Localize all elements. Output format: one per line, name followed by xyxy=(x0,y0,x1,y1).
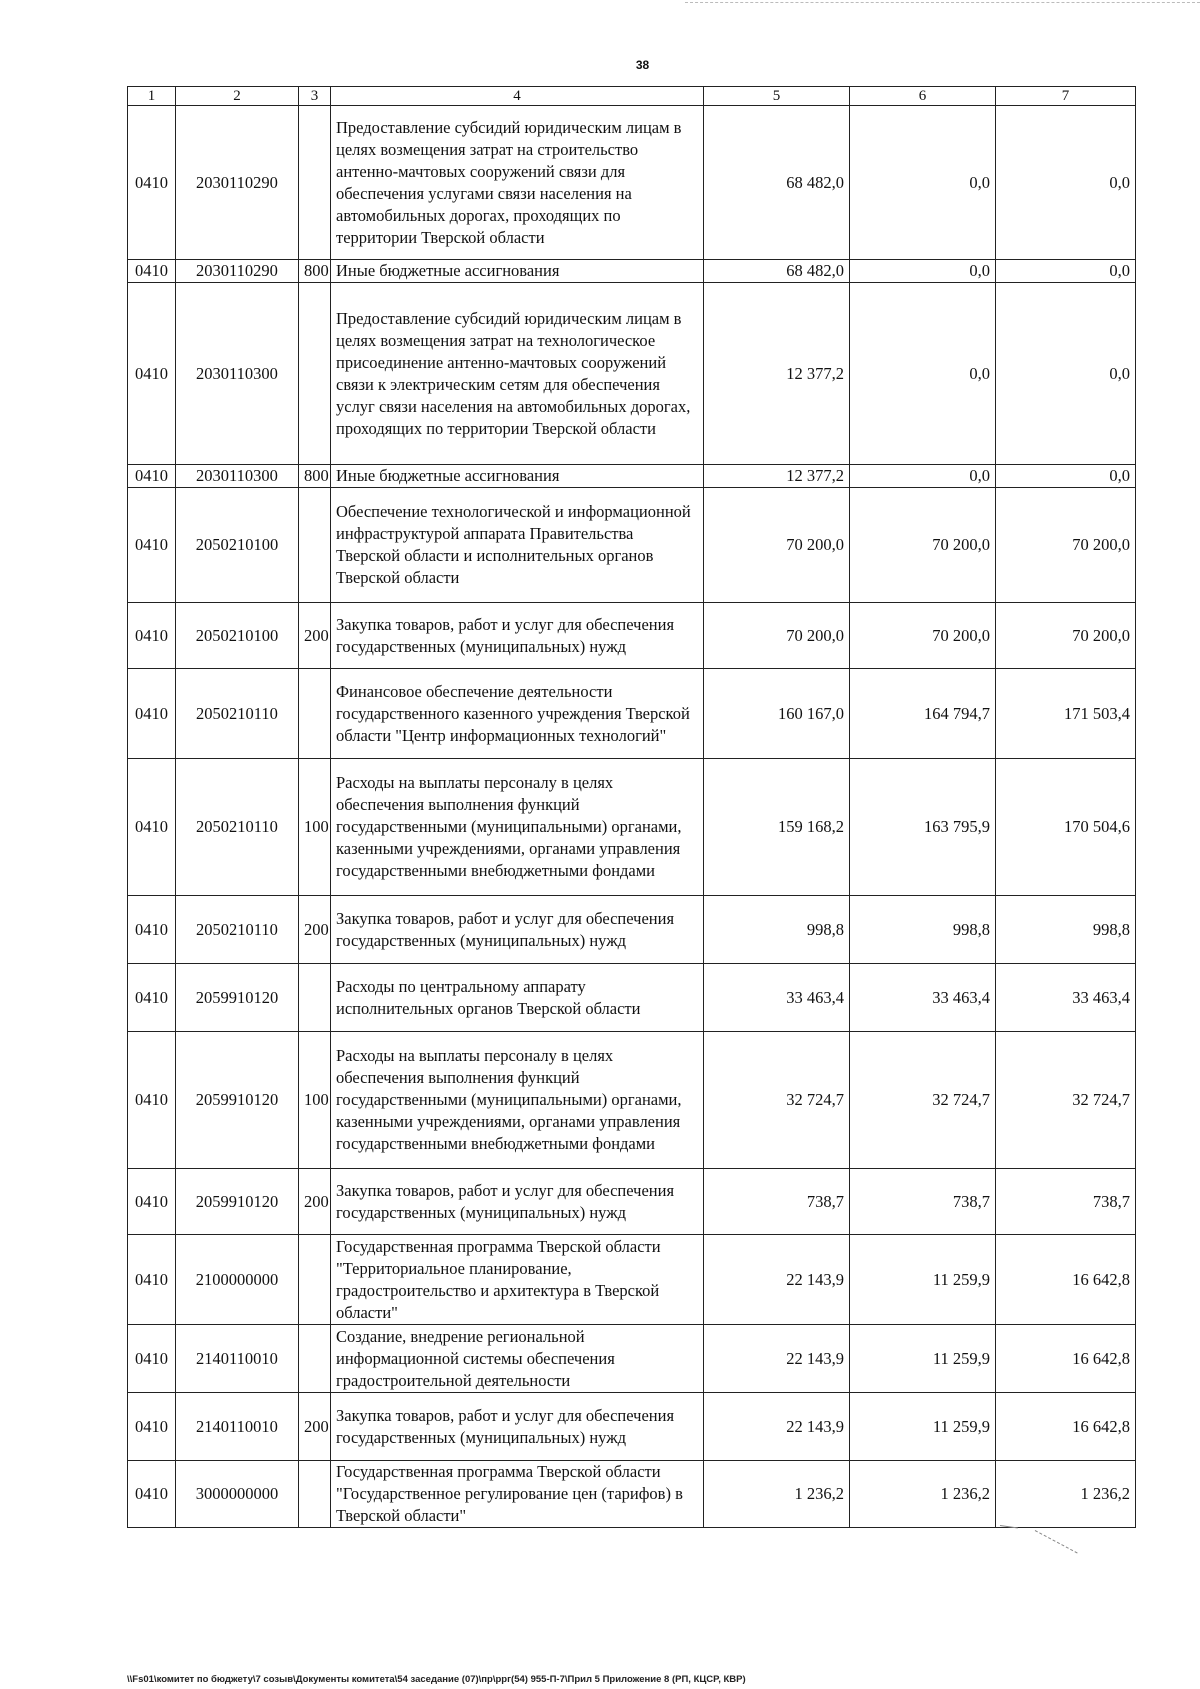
table-row xyxy=(128,488,1136,603)
amount-year-1: 159 168,2 xyxy=(704,759,850,896)
expense-type-code xyxy=(299,1461,331,1528)
expense-type-code: 800 xyxy=(299,465,331,488)
amount-year-3: 70 200,0 xyxy=(996,603,1136,669)
section-code: 0410 xyxy=(128,106,176,260)
column-header: 7 xyxy=(996,87,1136,106)
amount-year-1: 12 377,2 xyxy=(704,465,850,488)
table-row xyxy=(128,465,1136,488)
amount-year-3: 16 642,8 xyxy=(996,1325,1136,1393)
section-code: 0410 xyxy=(128,1325,176,1393)
amount-year-1: 22 143,9 xyxy=(704,1235,850,1325)
item-description: Государственная программа Тверской области "Территориальное планирование, градостроительство и архитектура в Тверской области" xyxy=(331,1235,704,1325)
amount-year-2: 11 259,9 xyxy=(850,1325,996,1393)
column-header: 1 xyxy=(128,87,176,106)
amount-year-2: 70 200,0 xyxy=(850,603,996,669)
expense-type-code xyxy=(299,669,331,759)
amount-year-2: 0,0 xyxy=(850,283,996,465)
amount-year-1: 998,8 xyxy=(704,896,850,964)
amount-year-1: 33 463,4 xyxy=(704,964,850,1032)
amount-year-1: 70 200,0 xyxy=(704,488,850,603)
amount-year-2: 11 259,9 xyxy=(850,1235,996,1325)
target-article-code: 2059910120 xyxy=(176,1032,299,1169)
amount-year-3: 33 463,4 xyxy=(996,964,1136,1032)
section-code: 0410 xyxy=(128,465,176,488)
table-row xyxy=(128,896,1136,964)
amount-year-1: 738,7 xyxy=(704,1169,850,1235)
table-row xyxy=(128,603,1136,669)
column-header: 5 xyxy=(704,87,850,106)
amount-year-1: 12 377,2 xyxy=(704,283,850,465)
target-article-code: 2140110010 xyxy=(176,1393,299,1461)
scan-artifact-mark xyxy=(1035,1530,1078,1553)
item-description: Финансовое обеспечение деятельности государственного казенного учреждения Тверской области "Центр информационных технологий" xyxy=(331,669,704,759)
column-number-row xyxy=(128,87,1136,106)
footer-file-path: \\Fs01\комитет по бюджету\7 созыв\Документы комитета\54 заседание (07)\пр\ррг(54) 955-П-7\Прил 5 Приложение 8 (РП, КЦСР, КВР) xyxy=(127,1674,746,1685)
section-code: 0410 xyxy=(128,759,176,896)
amount-year-3: 16 642,8 xyxy=(996,1235,1136,1325)
item-description: Расходы на выплаты персоналу в целях обеспечения выполнения функций государственными (муниципальными) органами, казенными учреждениями, органами управления государственными внебюджетными фондами xyxy=(331,1032,704,1169)
table-row xyxy=(128,106,1136,260)
target-article-code: 2059910120 xyxy=(176,1169,299,1235)
amount-year-2: 32 724,7 xyxy=(850,1032,996,1169)
amount-year-1: 22 143,9 xyxy=(704,1393,850,1461)
expense-type-code: 200 xyxy=(299,1169,331,1235)
expense-type-code: 100 xyxy=(299,1032,331,1169)
amount-year-3: 70 200,0 xyxy=(996,488,1136,603)
amount-year-2: 164 794,7 xyxy=(850,669,996,759)
section-code: 0410 xyxy=(128,669,176,759)
amount-year-1: 1 236,2 xyxy=(704,1461,850,1528)
amount-year-1: 160 167,0 xyxy=(704,669,850,759)
page-number: 38 xyxy=(635,58,650,72)
item-description: Иные бюджетные ассигнования xyxy=(331,260,704,283)
target-article-code: 3000000000 xyxy=(176,1461,299,1528)
amount-year-3: 32 724,7 xyxy=(996,1032,1136,1169)
amount-year-3: 738,7 xyxy=(996,1169,1136,1235)
expense-type-code: 200 xyxy=(299,1393,331,1461)
item-description: Предоставление субсидий юридическим лицам в целях возмещения затрат на технологическое присоединение антенно-мачтовых сооружений связи к электрическим сетям для обеспечения услуг связи населения на автомобильных дорогах, проходящих по территории Тверской области xyxy=(331,283,704,465)
amount-year-3: 998,8 xyxy=(996,896,1136,964)
target-article-code: 2050210100 xyxy=(176,488,299,603)
target-article-code: 2030110290 xyxy=(176,106,299,260)
item-description: Закупка товаров, работ и услуг для обеспечения государственных (муниципальных) нужд xyxy=(331,896,704,964)
section-code: 0410 xyxy=(128,1169,176,1235)
section-code: 0410 xyxy=(128,964,176,1032)
table-row xyxy=(128,283,1136,465)
amount-year-3: 171 503,4 xyxy=(996,669,1136,759)
target-article-code: 2050210100 xyxy=(176,603,299,669)
table-row xyxy=(128,964,1136,1032)
table-row xyxy=(128,260,1136,283)
amount-year-2: 70 200,0 xyxy=(850,488,996,603)
amount-year-1: 68 482,0 xyxy=(704,106,850,260)
table-row xyxy=(128,1032,1136,1169)
table-row xyxy=(128,1169,1136,1235)
section-code: 0410 xyxy=(128,1235,176,1325)
item-description: Государственная программа Тверской области "Государственное регулирование цен (тарифов) в Тверской области" xyxy=(331,1461,704,1528)
amount-year-1: 70 200,0 xyxy=(704,603,850,669)
expense-type-code: 100 xyxy=(299,759,331,896)
table-row xyxy=(128,1461,1136,1528)
expense-type-code xyxy=(299,1235,331,1325)
item-description: Расходы по центральному аппарату исполнительных органов Тверской области xyxy=(331,964,704,1032)
amount-year-1: 32 724,7 xyxy=(704,1032,850,1169)
target-article-code: 2050210110 xyxy=(176,759,299,896)
expense-type-code: 800 xyxy=(299,260,331,283)
amount-year-3: 1 236,2 xyxy=(996,1461,1136,1528)
amount-year-2: 0,0 xyxy=(850,260,996,283)
table-row xyxy=(128,1393,1136,1461)
amount-year-2: 163 795,9 xyxy=(850,759,996,896)
column-header: 2 xyxy=(176,87,299,106)
amount-year-3: 0,0 xyxy=(996,260,1136,283)
amount-year-3: 0,0 xyxy=(996,465,1136,488)
budget-table xyxy=(127,86,1136,1528)
target-article-code: 2030110300 xyxy=(176,465,299,488)
target-article-code: 2030110290 xyxy=(176,260,299,283)
item-description: Расходы на выплаты персоналу в целях обеспечения выполнения функций государственными (муниципальными) органами, казенными учреждениями, органами управления государственными внебюджетными фондами xyxy=(331,759,704,896)
table-row xyxy=(128,759,1136,896)
amount-year-1: 22 143,9 xyxy=(704,1325,850,1393)
item-description: Закупка товаров, работ и услуг для обеспечения государственных (муниципальных) нужд xyxy=(331,1169,704,1235)
item-description: Обеспечение технологической и информационной инфраструктурой аппарата Правительства Тверской области и исполнительных органов Тверской области xyxy=(331,488,704,603)
target-article-code: 2030110300 xyxy=(176,283,299,465)
target-article-code: 2100000000 xyxy=(176,1235,299,1325)
amount-year-2: 738,7 xyxy=(850,1169,996,1235)
amount-year-1: 68 482,0 xyxy=(704,260,850,283)
amount-year-2: 11 259,9 xyxy=(850,1393,996,1461)
target-article-code: 2050210110 xyxy=(176,896,299,964)
item-description: Закупка товаров, работ и услуг для обеспечения государственных (муниципальных) нужд xyxy=(331,1393,704,1461)
scan-artifact-line xyxy=(685,2,1200,3)
item-description: Иные бюджетные ассигнования xyxy=(331,465,704,488)
amount-year-3: 170 504,6 xyxy=(996,759,1136,896)
table-row xyxy=(128,669,1136,759)
expense-type-code xyxy=(299,283,331,465)
amount-year-2: 33 463,4 xyxy=(850,964,996,1032)
amount-year-2: 0,0 xyxy=(850,106,996,260)
section-code: 0410 xyxy=(128,488,176,603)
amount-year-3: 0,0 xyxy=(996,106,1136,260)
target-article-code: 2140110010 xyxy=(176,1325,299,1393)
expense-type-code: 200 xyxy=(299,896,331,964)
section-code: 0410 xyxy=(128,1032,176,1169)
amount-year-3: 0,0 xyxy=(996,283,1136,465)
item-description: Предоставление субсидий юридическим лицам в целях возмещения затрат на строительство антенно-мачтовых сооружений связи для обеспечения услугами связи населения на автомобильных дорогах, проходящих по территории Тверской области xyxy=(331,106,704,260)
section-code: 0410 xyxy=(128,603,176,669)
section-code: 0410 xyxy=(128,283,176,465)
section-code: 0410 xyxy=(128,260,176,283)
table-row xyxy=(128,1235,1136,1325)
item-description: Создание, внедрение региональной информационной системы обеспечения градостроительной деятельности xyxy=(331,1325,704,1393)
expense-type-code: 200 xyxy=(299,603,331,669)
section-code: 0410 xyxy=(128,1461,176,1528)
amount-year-2: 1 236,2 xyxy=(850,1461,996,1528)
expense-type-code xyxy=(299,488,331,603)
item-description: Закупка товаров, работ и услуг для обеспечения государственных (муниципальных) нужд xyxy=(331,603,704,669)
column-header: 4 xyxy=(331,87,704,106)
column-header: 6 xyxy=(850,87,996,106)
column-header: 3 xyxy=(299,87,331,106)
section-code: 0410 xyxy=(128,1393,176,1461)
expense-type-code xyxy=(299,106,331,260)
expense-type-code xyxy=(299,964,331,1032)
amount-year-2: 998,8 xyxy=(850,896,996,964)
table-row xyxy=(128,1325,1136,1393)
target-article-code: 2050210110 xyxy=(176,669,299,759)
target-article-code: 2059910120 xyxy=(176,964,299,1032)
expense-type-code xyxy=(299,1325,331,1393)
section-code: 0410 xyxy=(128,896,176,964)
amount-year-3: 16 642,8 xyxy=(996,1393,1136,1461)
amount-year-2: 0,0 xyxy=(850,465,996,488)
